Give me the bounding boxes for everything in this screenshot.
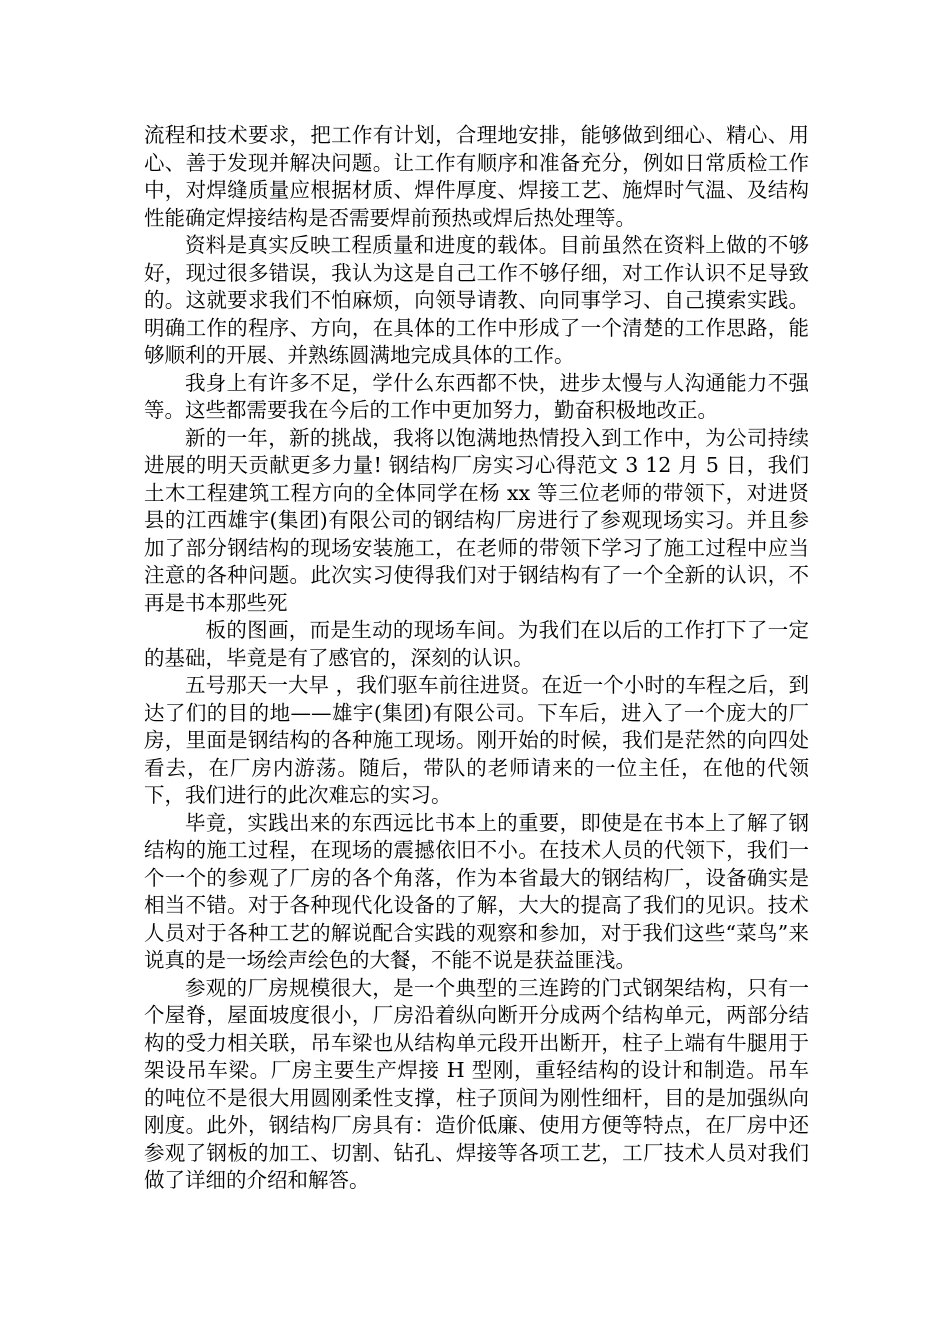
paragraph-new-year-internship: 新的一年，新的挑战，我将以饱满地热情投入到工作中，为公司持续进展的明天贡献更多力量! 钢结构厂房实习心得范文 3 12 月 5 日，我们土木工程建筑工程方向的全体同学在杨 xx 等三位老师的带领下，对进贤县的江西雄宇(集团)有限公司的钢结构厂房进行了参观现场实习。并且参加了部分钢结构的现场安装施工，在老师的带领下学习了施工过程中应当注意的各种问题。此次实习使得我们对于钢结构有了一个全新的认识，不再是书本那些死	[144, 425, 809, 615]
paragraph-documentation: 资料是真实反映工程质量和进度的载体。目前虽然在资料上做的不够好，现过很多错误，我认为这是自己工作不够仔细，对工作认识不足导致的。这就要求我们不怕麻烦，向领导请教、向同事学习、自己摸索实践。明确工作的程序、方向，在具体的工作中形成了一个清楚的工作思路，能够顺利的开展、并熟练圆满地完成具体的工作。	[144, 233, 809, 367]
paragraph-workshop-impression: 板的图画，而是生动的现场车间。为我们在以后的工作打下了一定的基础，毕竟是有了感官的，深刻的认识。	[144, 618, 809, 670]
body-text	[144, 122, 809, 1195]
paragraph-process-requirements: 流程和技术要求，把工作有计划，合理地安排，能够做到细心、精心、用心、善于发现并解决问题。让工作有顺序和准备充分，例如日常质检工作中，对焊缝质量应根据材质、焊件厚度、焊接工艺、施焊时气温、及结构性能确定焊接结构是否需要焊前预热或焊后热处理等。	[144, 123, 809, 230]
paragraph-shortcomings: 我身上有许多不足，学什么东西都不快，进步太慢与人沟通能力不强等。这些都需要我在今后的工作中更加努力，勤奋积极地改正。	[144, 370, 809, 422]
paragraph-plant-structure: 参观的厂房规模很大，是一个典型的三连跨的门式钢架结构，只有一个屋脊，屋面坡度很小，厂房沿着纵向断开分成两个结构单元，两部分结构的受力相关联，吊车梁也从结构单元段开出断开，柱子上端有牛腿用于架设吊车梁。厂房主要生产焊接 H 型刚，重轻结构的设计和制造。吊车的吨位不是很大用圆刚柔性支撑，柱子顶间为刚性细杆，目的是加强纵向刚度。此外，钢结构厂房具有：造价低廉、使用方便等特点，在厂房中还参观了钢板的加工、切割、钻孔、焊接等各项工艺，工厂技术人员对我们做了详细的介绍和解答。	[144, 975, 809, 1192]
paragraph-trip-day: 五号那天一大早 ，我们驱车前往进贤。在近一个小时的车程之后，到达了们的目的地——雄宇(集团)有限公司。下车后，进入了一个庞大的厂房，里面是钢结构的各种施工现场。刚开始的时候，我们是茫然的向四处看去，在厂房内游荡。随后，带队的老师请来的一位主任，在他的代领下，我们进行的此次难忘的实习。	[144, 673, 809, 807]
paragraph-practice-value: 毕竟，实践出来的东西远比书本上的重要，即使是在书本上了解了钢结构的施工过程，在现场的震撼依旧不小。在技术人员的代领下，我们一个一个的参观了厂房的各个角落，作为本省最大的钢结构厂，设备确实是相当不错。对于各种现代化设备的了解，大大的提高了我们的见识。技术人员对于各种工艺的解说配合实践的观察和参加，对于我们这些“菜鸟”来说真的是一场绘声绘色的大餐，不能不说是获益匪浅。	[144, 810, 809, 972]
